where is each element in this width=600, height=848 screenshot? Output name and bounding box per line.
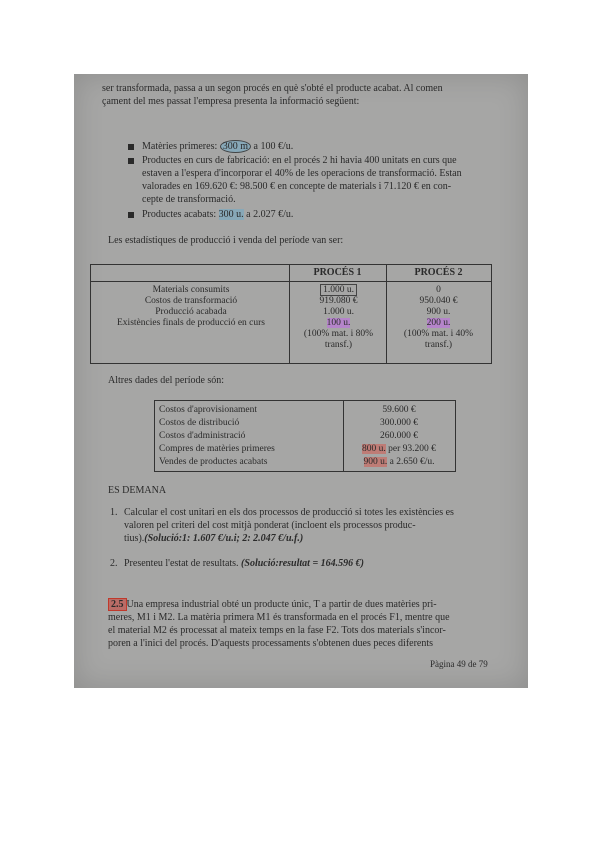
exercise-number-badge: 2.5 bbox=[108, 598, 127, 611]
cell-p1-note-b: transf.) bbox=[324, 340, 353, 350]
bullet-icon bbox=[128, 158, 134, 164]
costs-table bbox=[154, 400, 456, 472]
page-number: Pàgina 49 de 79 bbox=[430, 659, 488, 669]
row-label: Costos d'aprovisionament bbox=[159, 405, 258, 415]
highlight-raw-materials-qty: 300 m bbox=[220, 140, 251, 153]
row-label: Vendes de productes acabats bbox=[159, 457, 268, 467]
bullet-raw-materials: Matèries primeres: 300 m a 100 €/u. bbox=[142, 141, 294, 152]
row-label: Compres de matèries primeres bbox=[159, 444, 275, 454]
header-process-2: PROCÉS 2 bbox=[414, 267, 463, 278]
q2-text: Presenteu l'estat de resultats. (Solució:resultat = 164.596 €) bbox=[124, 558, 364, 569]
row-value: 900 u. a 2.650 €/u. bbox=[363, 457, 435, 467]
intro-line-1: ser transformada, passa a un segon procés en què s'obté el producte acabat. Al comen bbox=[102, 83, 443, 94]
exercise-25-line-1: 2.5 Una empresa industrial obté un producte únic, T a partir de dues matèries pri- bbox=[108, 598, 437, 611]
cell-p1-note-a: (100% mat. i 80% bbox=[303, 329, 374, 339]
row-label: Costos de distribució bbox=[159, 418, 240, 428]
cell-p1-transformation: 919.080 € bbox=[319, 296, 358, 306]
bullet-wip-line-3: valorades en 169.620 €: 98.500 € en concepte de materials i 71.120 € en con- bbox=[142, 181, 452, 192]
cell-p2-note-b: transf.) bbox=[424, 340, 453, 350]
cell-p1-finished: 1.000 u. bbox=[323, 307, 354, 317]
cell-p2-note-a: (100% mat. i 40% bbox=[403, 329, 474, 339]
production-table bbox=[90, 264, 492, 364]
exercise-25-line-2: meres, M1 i M2. La matèria primera M1 és transformada en el procés F1, mentre que bbox=[108, 612, 450, 623]
row-label: Producció acabada bbox=[155, 307, 227, 317]
cell-p1-materials: 1.000 u. bbox=[291, 285, 386, 296]
stats-intro: Les estadístiques de producció i venda del període van ser: bbox=[108, 235, 344, 246]
row-label: Costos d'administració bbox=[159, 431, 246, 441]
q1-line-2: valoren pel criteri del cost mitjà ponderat (incloent els processos produc- bbox=[124, 520, 416, 531]
exercise-25-line-4: poren a l'inici del procés. D'aquests processaments s'obtenen dues peces diferents bbox=[108, 638, 434, 649]
other-data-intro: Altres dades del període són: bbox=[108, 375, 225, 386]
bullet-icon bbox=[128, 144, 134, 150]
bullet-wip-line-1: Productes en curs de fabricació: en el procés 2 hi havia 400 unitats en curs que bbox=[142, 155, 457, 166]
row-label: Existències finals de producció en curs bbox=[117, 318, 265, 328]
header-process-1: PROCÉS 1 bbox=[313, 267, 362, 278]
bullet-finished-products: Productes acabats: 300 u. a 2.027 €/u. bbox=[142, 209, 294, 220]
highlight-finished-qty: 300 u. bbox=[218, 209, 244, 220]
q1-line-1: Calcular el cost unitari en els dos processos de producció si totes les existències es bbox=[124, 507, 454, 518]
intro-line-2: çament del mes passat l'empresa presenta la informació següent: bbox=[102, 96, 360, 107]
q1-line-3: tius).(Solució:1: 1.607 €/u.i; 2: 2.047 €/u.f.) bbox=[124, 533, 304, 544]
section-heading-demana: ES DEMANA bbox=[108, 485, 167, 496]
row-label: Materials consumits bbox=[152, 285, 230, 295]
row-value: 59.600 € bbox=[382, 405, 416, 415]
row-value: 300.000 € bbox=[380, 418, 418, 428]
q2-number: 2. bbox=[110, 558, 118, 569]
row-label: Costos de transformació bbox=[144, 296, 238, 306]
bullet-icon bbox=[128, 212, 134, 218]
q1-number: 1. bbox=[110, 507, 118, 518]
cell-p2-transformation: 950.040 € bbox=[419, 296, 458, 306]
cell-p2-wip: 200 u. bbox=[426, 318, 451, 328]
cell-p2-materials: 0 bbox=[436, 285, 441, 295]
document-page bbox=[74, 74, 528, 688]
row-value: 260.000 € bbox=[380, 431, 418, 441]
bullet-wip-line-4: cepte de transformació. bbox=[142, 194, 236, 205]
exercise-25-line-3: el material M2 és processat al mateix temps en la fase F2. Tots dos materials s'incor- bbox=[108, 625, 446, 636]
cell-p2-finished: 900 u. bbox=[426, 307, 451, 317]
cell-p1-wip: 100 u. bbox=[326, 318, 351, 328]
row-value: 800 u. per 93.200 € bbox=[362, 444, 436, 454]
bullet-wip-line-2: estaven a l'espera d'incorporar el 40% de les operacions de transformació. Estan bbox=[142, 168, 462, 179]
